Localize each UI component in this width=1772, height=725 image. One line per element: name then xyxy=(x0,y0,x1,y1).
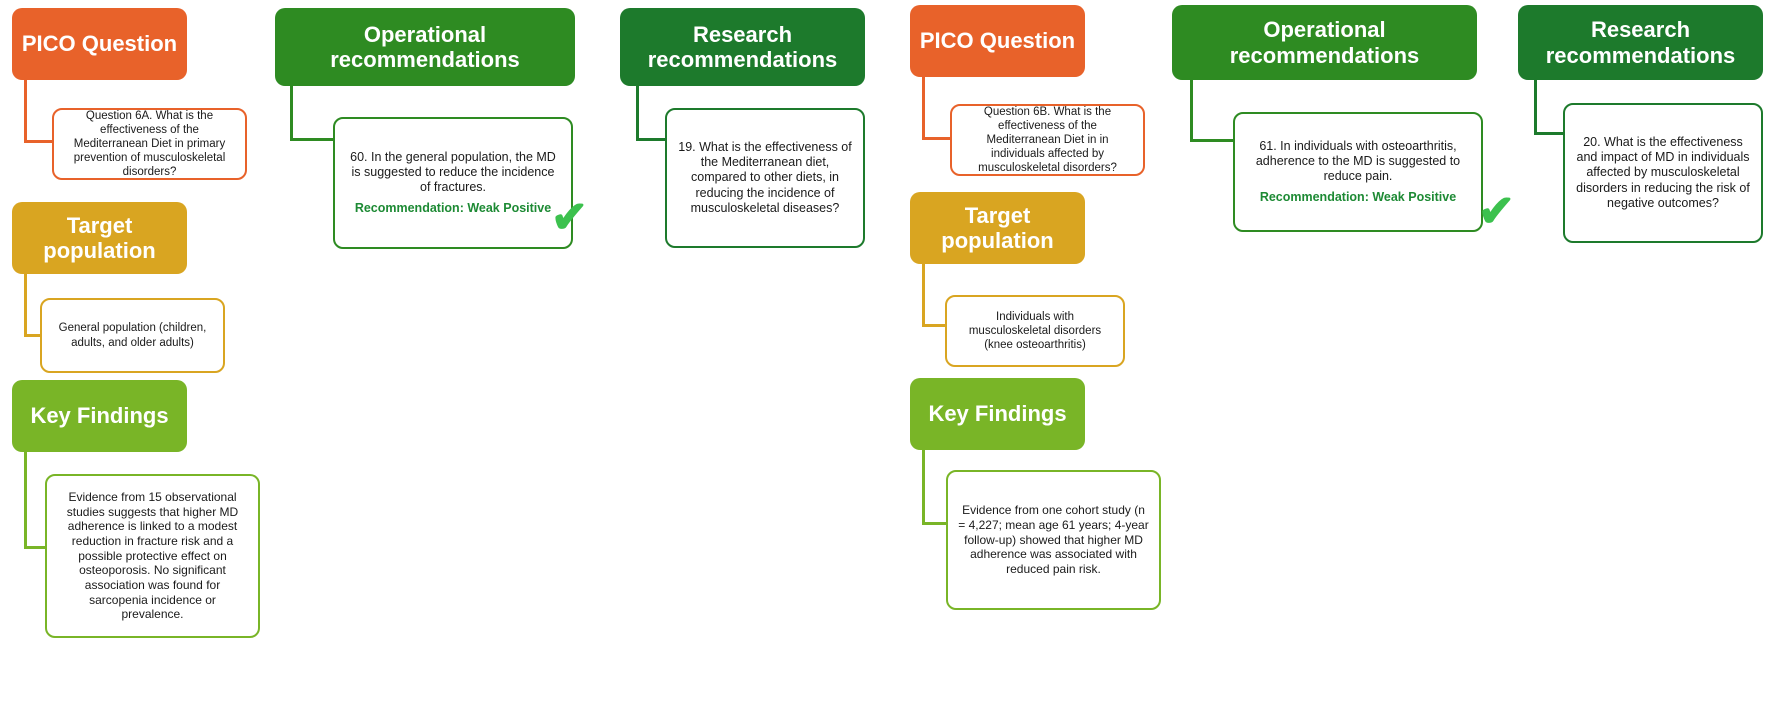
connector-research-a xyxy=(636,86,668,141)
box-operational-recommendations-b xyxy=(1233,112,1483,232)
check-mark-icon: ✔ xyxy=(1478,187,1515,236)
connector-pico-b xyxy=(922,77,952,140)
connector-pico-a xyxy=(24,80,54,143)
box-pico-question-a: Question 6A. What is the effectiveness of the Mediterranean Diet in primary prevention of musculoskeletal disorders? xyxy=(52,108,247,180)
connector-research-b xyxy=(1534,80,1566,135)
operational-a-recommendation: Recommendation: Weak Positive xyxy=(354,201,552,216)
header-operational-recommendations-a: Operational recommendations xyxy=(275,8,575,86)
box-research-recommendations-b: 20. What is the effectiveness and impact of MD in individuals affected by musculoskeletal disorders in reducing the risk of negative outcomes? xyxy=(1563,103,1763,243)
header-research-recommendations-a: Research recommendations xyxy=(620,8,865,86)
operational-b-recommendation: Recommendation: Weak Positive xyxy=(1259,190,1457,205)
box-target-population-a: General population (children, adults, and older adults) xyxy=(40,298,225,373)
box-pico-question-b: Question 6B. What is the effectiveness of the Mediterranean Diet in in individuals affected by musculoskeletal disorders? xyxy=(950,104,1145,176)
operational-a-text: 60. In the general population, the MD is suggested to reduce the incidence of fractures. xyxy=(350,149,556,194)
box-key-findings-b: Evidence from one cohort study (n = 4,227; mean age 61 years; 4-year follow-up) showed that higher MD adherence was associated with reduced pain risk. xyxy=(946,470,1161,610)
header-pico-question-a: PICO Question xyxy=(12,8,187,80)
box-key-findings-a: Evidence from 15 observational studies suggests that higher MD adherence is linked to a modest reduction in fracture risk and a possible protective effect on osteoporosis. No significant association was found for sarcopenia incidence or prevalence. xyxy=(45,474,260,638)
header-target-population-b: Target population xyxy=(910,192,1085,264)
box-research-recommendations-a: 19. What is the effectiveness of the Mediterranean diet, compared to other diets, in reducing the incidence of musculoskeletal diseases? xyxy=(665,108,865,248)
check-mark-icon: ✔ xyxy=(551,193,588,242)
box-target-population-b: Individuals with musculoskeletal disorders (knee osteoarthritis) xyxy=(945,295,1125,367)
header-pico-question-b: PICO Question xyxy=(910,5,1085,77)
connector-operational-b xyxy=(1190,80,1236,142)
header-key-findings-a: Key Findings xyxy=(12,380,187,452)
operational-b-text: 61. In individuals with osteoarthritis, adherence to the MD is suggested to reduce pain. xyxy=(1255,138,1461,183)
header-research-recommendations-b: Research recommendations xyxy=(1518,5,1763,80)
header-key-findings-b: Key Findings xyxy=(910,378,1085,450)
header-target-population-a: Target population xyxy=(12,202,187,274)
connector-operational-a xyxy=(290,86,336,141)
box-operational-recommendations-a xyxy=(333,117,573,249)
header-operational-recommendations-b: Operational recommendations xyxy=(1172,5,1477,80)
